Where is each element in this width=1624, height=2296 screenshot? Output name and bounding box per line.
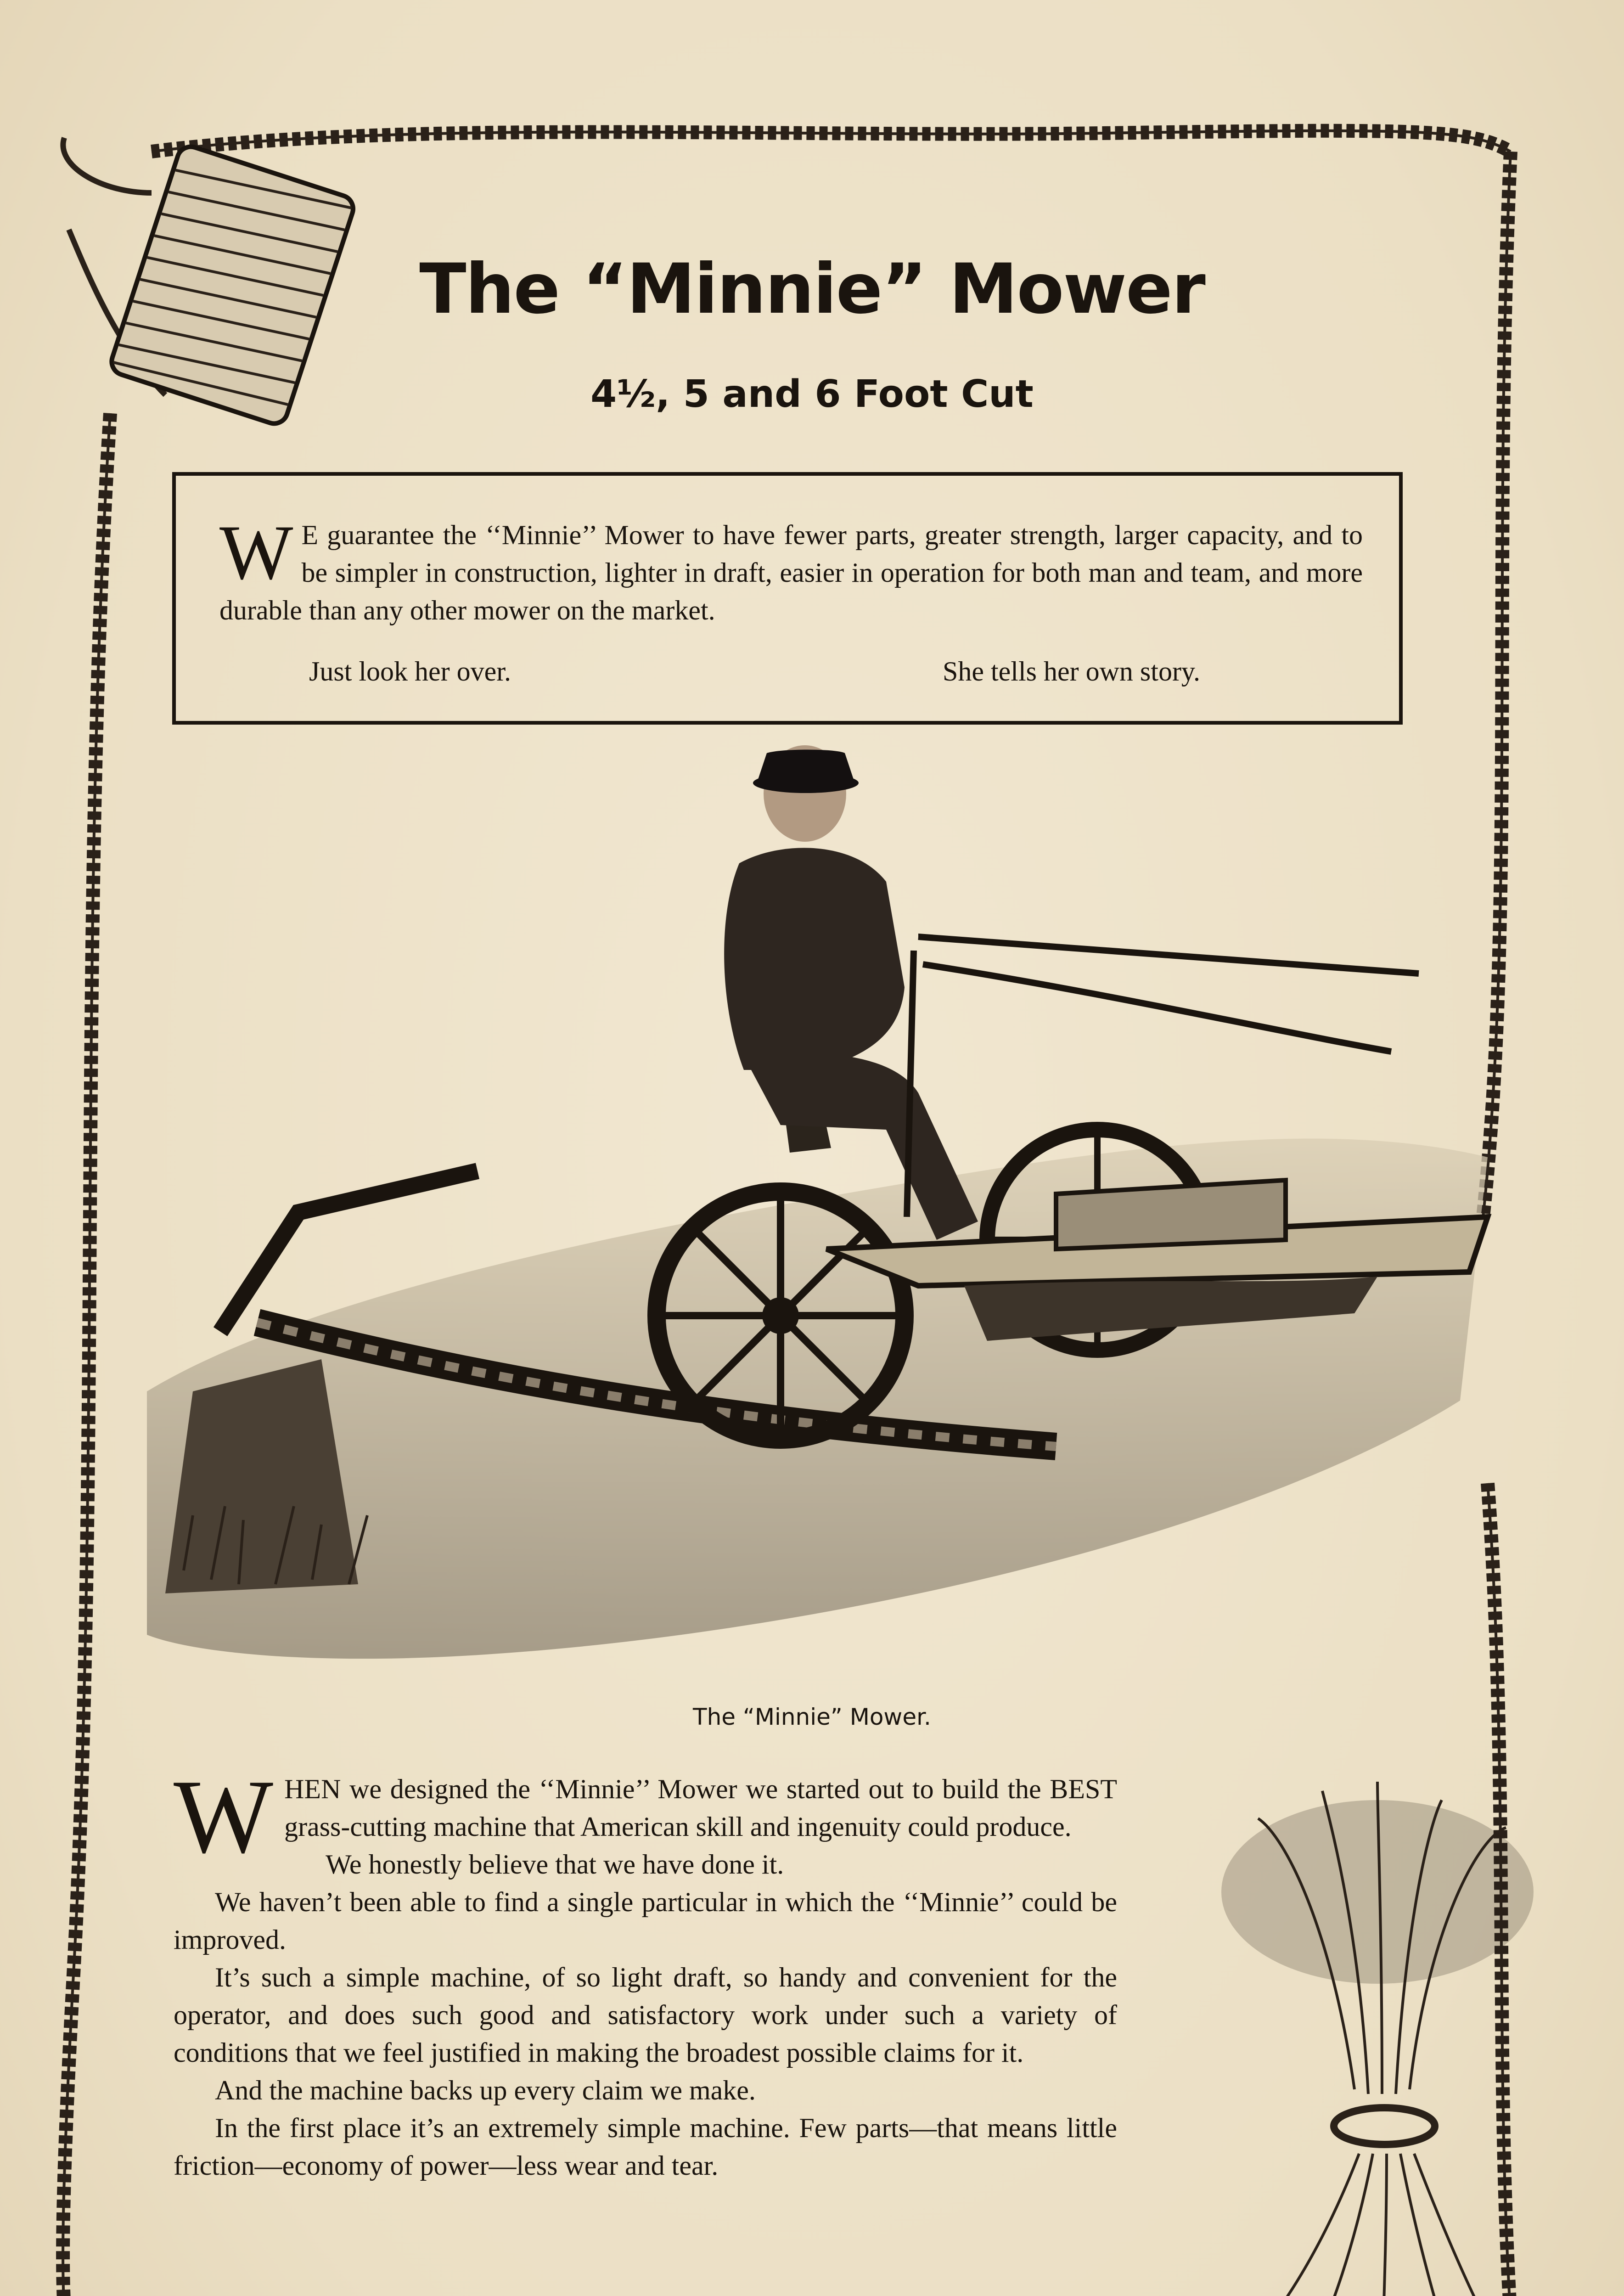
guarantee-text: E guarantee the ‘‘Minnie’’ Mower to have fewer parts, greater strength, larger capacity, and to be simpler in construction, lighter in draft, easier in operation for both man and team, and more durable than any other mower on the market. bbox=[219, 520, 1363, 625]
mower-illustration bbox=[147, 745, 1488, 1659]
body-text bbox=[174, 1758, 1117, 2184]
guarantee-paragraph bbox=[219, 509, 1363, 629]
body-paragraph: And the machine backs up every claim we make. bbox=[215, 2075, 756, 2105]
body-paragraph: In the first place it’s an extremely simple machine. Few parts—that means little friction—economy of power—less wear and tear. bbox=[174, 2113, 1117, 2181]
guarantee-dropcap: W bbox=[219, 509, 293, 596]
body-paragraph: We honestly believe that we have done it. bbox=[326, 1849, 784, 1880]
guarantee-left-tagline: Just look her over. bbox=[309, 656, 511, 687]
operator-figure bbox=[724, 745, 978, 1240]
guarantee-right-tagline: She tells her own story. bbox=[943, 656, 1201, 687]
page-subtitle: 4½, 5 and 6 Foot Cut bbox=[590, 372, 1034, 416]
illustration-caption: The “Minnie” Mower. bbox=[693, 1704, 931, 1730]
wheat-heads bbox=[1221, 1800, 1534, 1984]
body-first-text: HEN we designed the ‘‘Minnie’’ Mower we started out to build the BEST grass-cutting machine that American skill and ingenuity could produce. bbox=[284, 1774, 1117, 1842]
page-title: The “Minnie” Mower bbox=[419, 249, 1205, 329]
body-dropcap: W bbox=[174, 1758, 274, 1875]
body-paragraph: It’s such a simple machine, of so light draft, so handy and convenient for the operator, and does such good and satisfactory work under such a variety of conditions that we feel justified in making the broadest possible claims for it. bbox=[174, 1962, 1117, 2068]
guarantee-box bbox=[172, 472, 1403, 725]
body-paragraph: We haven’t been able to find a single particular in which the ‘‘Minnie’’ could be improved. bbox=[174, 1887, 1117, 1955]
